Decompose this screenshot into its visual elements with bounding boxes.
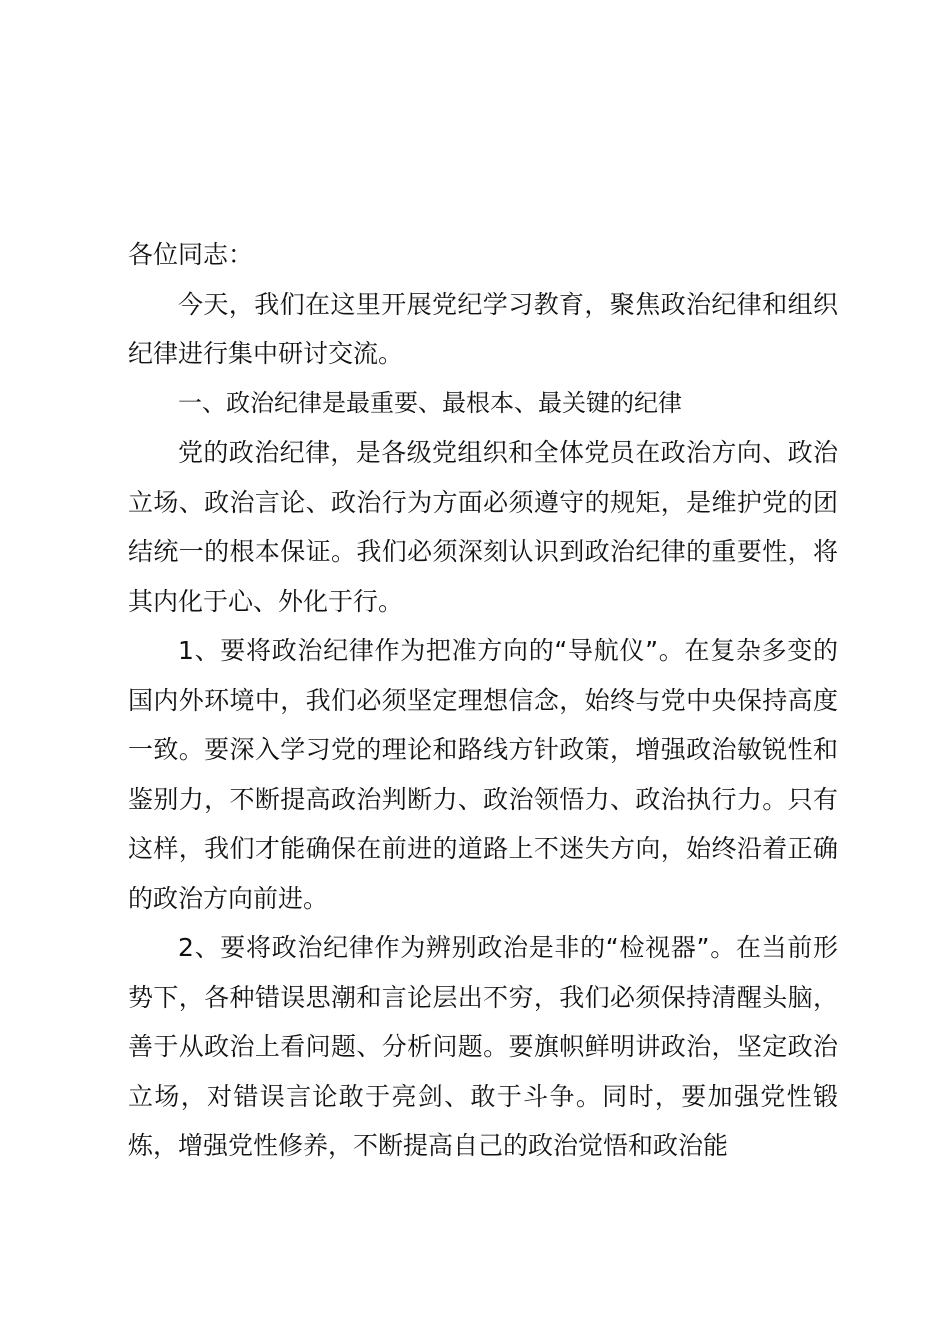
document-body: [128, 230, 838, 1171]
section-heading: 一、政治纪律是最重要、最根本、最关键的纪律: [178, 388, 682, 417]
section-intro-paragraph: 党的政治纪律，是各级党组织和全体党员在政治方向、政治立场、政治言论、政治行为方面必须遵守的规矩，是维护党的团结统一的根本保证。我们必须深刻认识到政治纪律的重要性，将其内化于心、外化于行。: [128, 438, 838, 616]
intro-paragraph: 今天，我们在这里开展党纪学习教育，聚焦政治纪律和组织纪律进行集中研讨交流。: [128, 289, 838, 368]
point-2-paragraph: 2、要将政治纪律作为辨别政治是非的“检视器”。在当前形势下，各种错误思潮和言论层出不穷，我们必须保持清醒头脑，善于从政治上看问题、分析问题。要旗帜鲜明讲政治，坚定政治立场，对错误言论敢于亮剑、敢于斗争。同时，要加强党性锻炼，增强党性修养，不断提高自己的政治觉悟和政治能: [128, 933, 838, 1160]
point-1-paragraph: 1、要将政治纪律作为把准方向的“导航仪”。在复杂多变的国内外环境中，我们必须坚定理想信念，始终与党中央保持高度一致。要深入学习党的理论和路线方针政策，增强政治敏锐性和鉴别力，不断提高政治判断力、政治领悟力、政治执行力。只有这样，我们才能确保在前进的道路上不迷失方向，始终沿着正确的政治方向前进。: [128, 636, 838, 913]
salutation: 各位同志：: [128, 240, 254, 269]
